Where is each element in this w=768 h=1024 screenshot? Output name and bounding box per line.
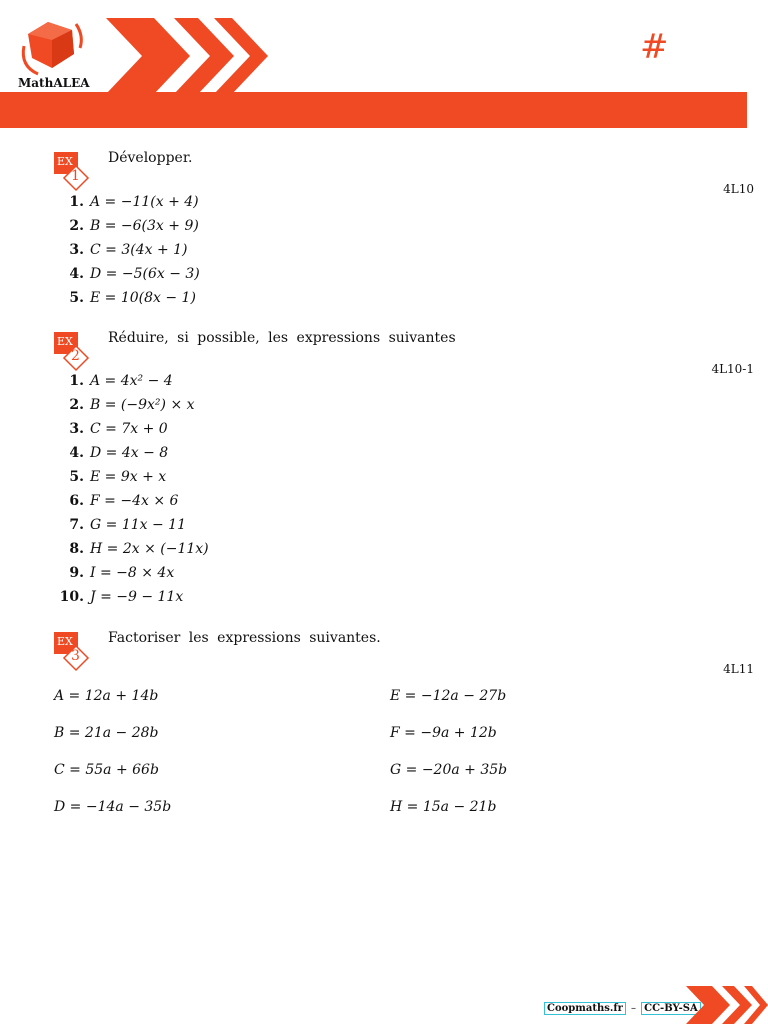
item-expression: E = 10(8x − 1)	[90, 290, 196, 306]
page-header	[0, 0, 768, 130]
right-expression: E = −12a − 27b	[390, 688, 507, 704]
item-expression: A = 4x² − 4	[90, 373, 173, 389]
list-item	[54, 286, 200, 310]
hash-symbol: #	[640, 27, 669, 67]
item-expression: J = −9 − 11x	[90, 589, 184, 605]
badge-number: 2	[71, 348, 80, 364]
item-number: 5.	[69, 469, 84, 485]
item-number: 2.	[69, 397, 84, 413]
right-expression: G = −20a + 35b	[390, 762, 508, 778]
item-expression: D = 4x − 8	[90, 445, 169, 461]
item-number: 3.	[69, 421, 84, 437]
dice-logo-icon	[18, 16, 88, 78]
exercise-badge	[54, 150, 94, 190]
exercise-reference: 4L10	[723, 182, 754, 196]
item-number: 9.	[69, 565, 84, 581]
list-item	[54, 561, 209, 585]
badge-number: 3	[71, 648, 80, 664]
exercise-instruction: Développer.	[108, 150, 193, 166]
badge-label: EX	[57, 335, 73, 348]
item-expression: I = −8 × 4x	[90, 565, 175, 581]
list-item	[54, 214, 200, 238]
list-item	[54, 262, 200, 286]
left-expression: D = −14a − 35b	[54, 799, 172, 815]
right-expression: H = 15a − 21b	[390, 799, 497, 815]
list-item	[54, 537, 209, 561]
footer-separator: –	[631, 1003, 637, 1014]
item-number: 1.	[69, 194, 84, 210]
item-number: 6.	[69, 493, 84, 509]
item-expression: E = 9x + x	[90, 469, 167, 485]
item-expression: G = 11x − 11	[90, 517, 186, 533]
badge-label: EX	[57, 635, 73, 648]
item-number: 10.	[59, 589, 84, 605]
footer-chevrons-icon	[686, 986, 768, 1024]
item-number: 4.	[69, 266, 84, 282]
item-expression: C = 3(4x + 1)	[90, 242, 188, 258]
header-band	[0, 92, 747, 128]
item-number: 3.	[69, 242, 84, 258]
item-number: 1.	[69, 373, 84, 389]
exercise-badge	[54, 630, 94, 670]
exercise-reference: 4L11	[723, 662, 754, 676]
list-item	[54, 393, 209, 417]
list-item	[54, 585, 209, 609]
list-item	[54, 417, 209, 441]
exercise-item-list	[54, 369, 209, 609]
item-number: 2.	[69, 218, 84, 234]
item-expression: B = −6(3x + 9)	[90, 218, 199, 234]
exercise-reference: 4L10-1	[711, 362, 754, 376]
item-number: 7.	[69, 517, 84, 533]
item-expression: B = (−9x²) × x	[90, 397, 195, 413]
exercise-badge	[54, 330, 94, 370]
badge-number: 1	[71, 168, 80, 184]
footer-credits	[544, 996, 701, 1015]
right-expression: F = −9a + 12b	[390, 725, 497, 741]
item-expression: C = 7x + 0	[90, 421, 168, 437]
exercise-instruction: Réduire, si possible, les expressions suivantes	[108, 330, 456, 346]
list-item	[54, 465, 209, 489]
list-item	[54, 238, 200, 262]
badge-label: EX	[57, 155, 73, 168]
chevrons-decoration-icon	[102, 18, 272, 94]
coopmaths-link[interactable]: Coopmaths.fr	[544, 1002, 626, 1015]
list-item	[54, 190, 200, 214]
page-footer	[540, 984, 768, 1024]
item-expression: D = −5(6x − 3)	[90, 266, 200, 282]
exercise-item-list	[54, 190, 200, 310]
item-number: 5.	[69, 290, 84, 306]
exercise-instruction: Factoriser les expressions suivantes.	[108, 630, 381, 646]
left-expression: A = 12a + 14b	[54, 688, 159, 704]
list-item	[54, 489, 209, 513]
item-expression: H = 2x × (−11x)	[90, 541, 209, 557]
item-number: 8.	[69, 541, 84, 557]
left-expression: C = 55a + 66b	[54, 762, 159, 778]
logo-text: MathALEA	[18, 76, 90, 90]
left-expression: B = 21a − 28b	[54, 725, 159, 741]
item-expression: F = −4x × 6	[90, 493, 179, 509]
license-link[interactable]: CC-BY-SA	[641, 1002, 701, 1015]
item-number: 4.	[69, 445, 84, 461]
item-expression: A = −11(x + 4)	[90, 194, 199, 210]
list-item	[54, 441, 209, 465]
list-item	[54, 513, 209, 537]
list-item	[54, 369, 209, 393]
